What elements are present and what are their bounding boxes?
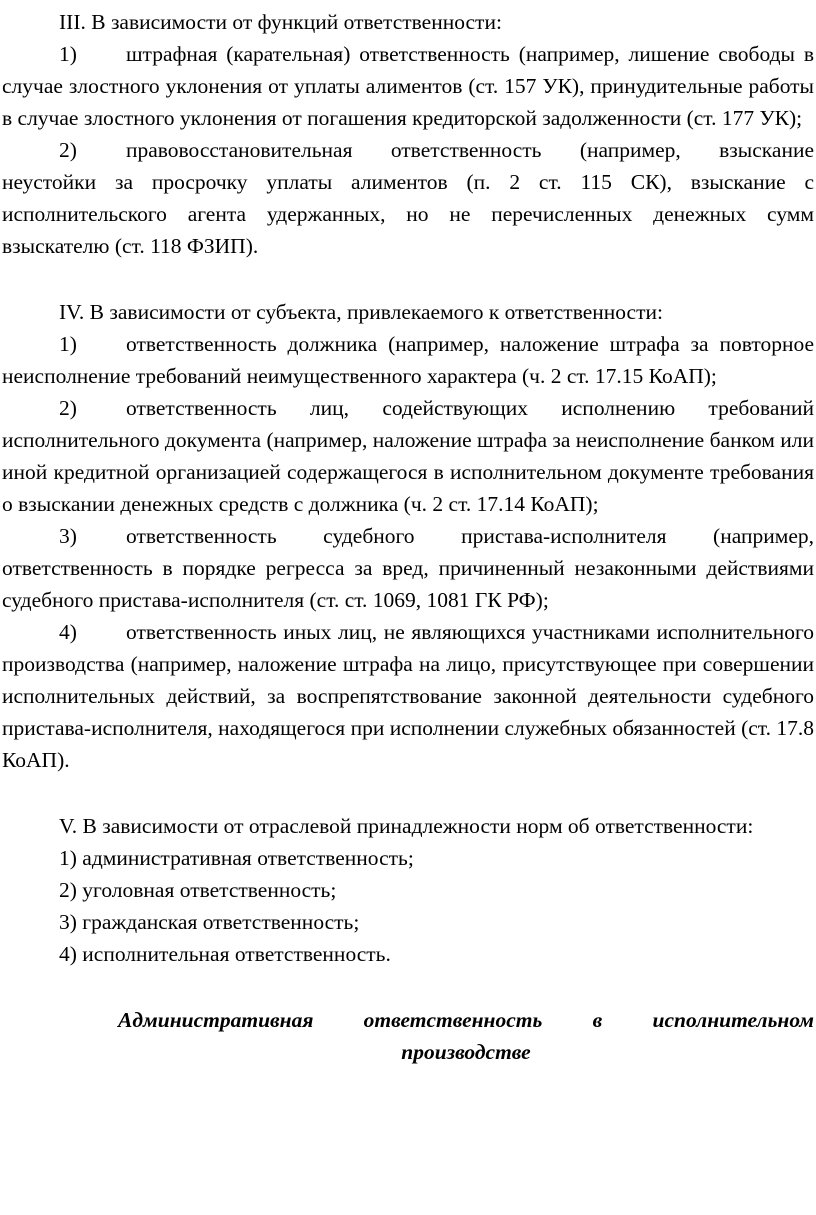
section-5-item-3: 3) гражданская ответственность; [59,910,360,934]
section-3-heading: III. В зависимости от функций ответственности: [59,10,502,34]
item-number: 2) [59,396,77,420]
item-number: 4) [59,620,77,644]
section-3-item-2 [2,134,814,262]
section-5-item-1: 1) административная ответственность; [59,846,414,870]
section-4-item-2 [2,392,814,520]
item-text: правовосстановительная ответственность (например, взыскание неустойки за просрочку уплаты алиментов (п. 2 ст. 115 СК), взыскание с исполнительского агента удержанных, но не перечисленных денежных сумм взыскателю (ст. 118 ФЗИП). [2,138,814,258]
item-number: 1) [59,42,77,66]
section-5-heading: V. В зависимости от отраслевой принадлежности норм об ответственности: [59,814,754,838]
section-4-heading: IV. В зависимости от субъекта, привлекаемого к ответственности: [59,300,663,324]
item-number: 2) [59,138,77,162]
section-4-item-1 [2,328,814,392]
item-text: ответственность иных лиц, не являющихся участниками исполнительного производства (например, наложение штрафа на лицо, присутствующее при совершении исполнительных действий, за воспрепятствование законной деятельности судебного пристава-исполнителя, находящегося при исполнении служебных обязанностей (ст. 17.8 КоАП). [2,620,814,772]
section-5-item-2: 2) уголовная ответственность; [59,878,337,902]
subtitle: Административная ответственность в исполнительном производстве [118,1008,814,1064]
item-text: ответственность судебного пристава-исполнителя (например, ответственность в порядке регресса за вред, причиненный незаконными действиями судебного пристава-исполнителя (ст. ст. 1069, 1081 ГК РФ); [2,524,814,612]
paragraph-gap [2,776,814,810]
paragraph-gap [2,262,814,296]
item-text: ответственность лиц, содействующих исполнению требований исполнительного документа (например, наложение штрафа за неисполнение банком или иной кредитной организацией содержащегося в исполнительном документе требования о взыскании денежных средств с должника (ч. 2 ст. 17.14 КоАП); [2,396,814,516]
item-text: ответственность должника (например, наложение штрафа за повторное неисполнение требований неимущественного характера (ч. 2 ст. 17.15 КоАП); [2,332,814,388]
section-4-item-3 [2,520,814,616]
item-text: штрафная (карательная) ответственность (например, лишение свободы в случае злостного уклонения от уплаты алиментов (ст. 157 УК), принудительные работы в случае злостного уклонения от погашения кредиторской задолженности (ст. 177 УК); [2,42,814,130]
item-number: 1) [59,332,77,356]
section-4-item-4 [2,616,814,776]
item-number: 3) [59,524,77,548]
section-3-item-1 [2,38,814,134]
paragraph-gap [2,970,814,1004]
section-5-item-4: 4) исполнительная ответственность. [59,942,391,966]
